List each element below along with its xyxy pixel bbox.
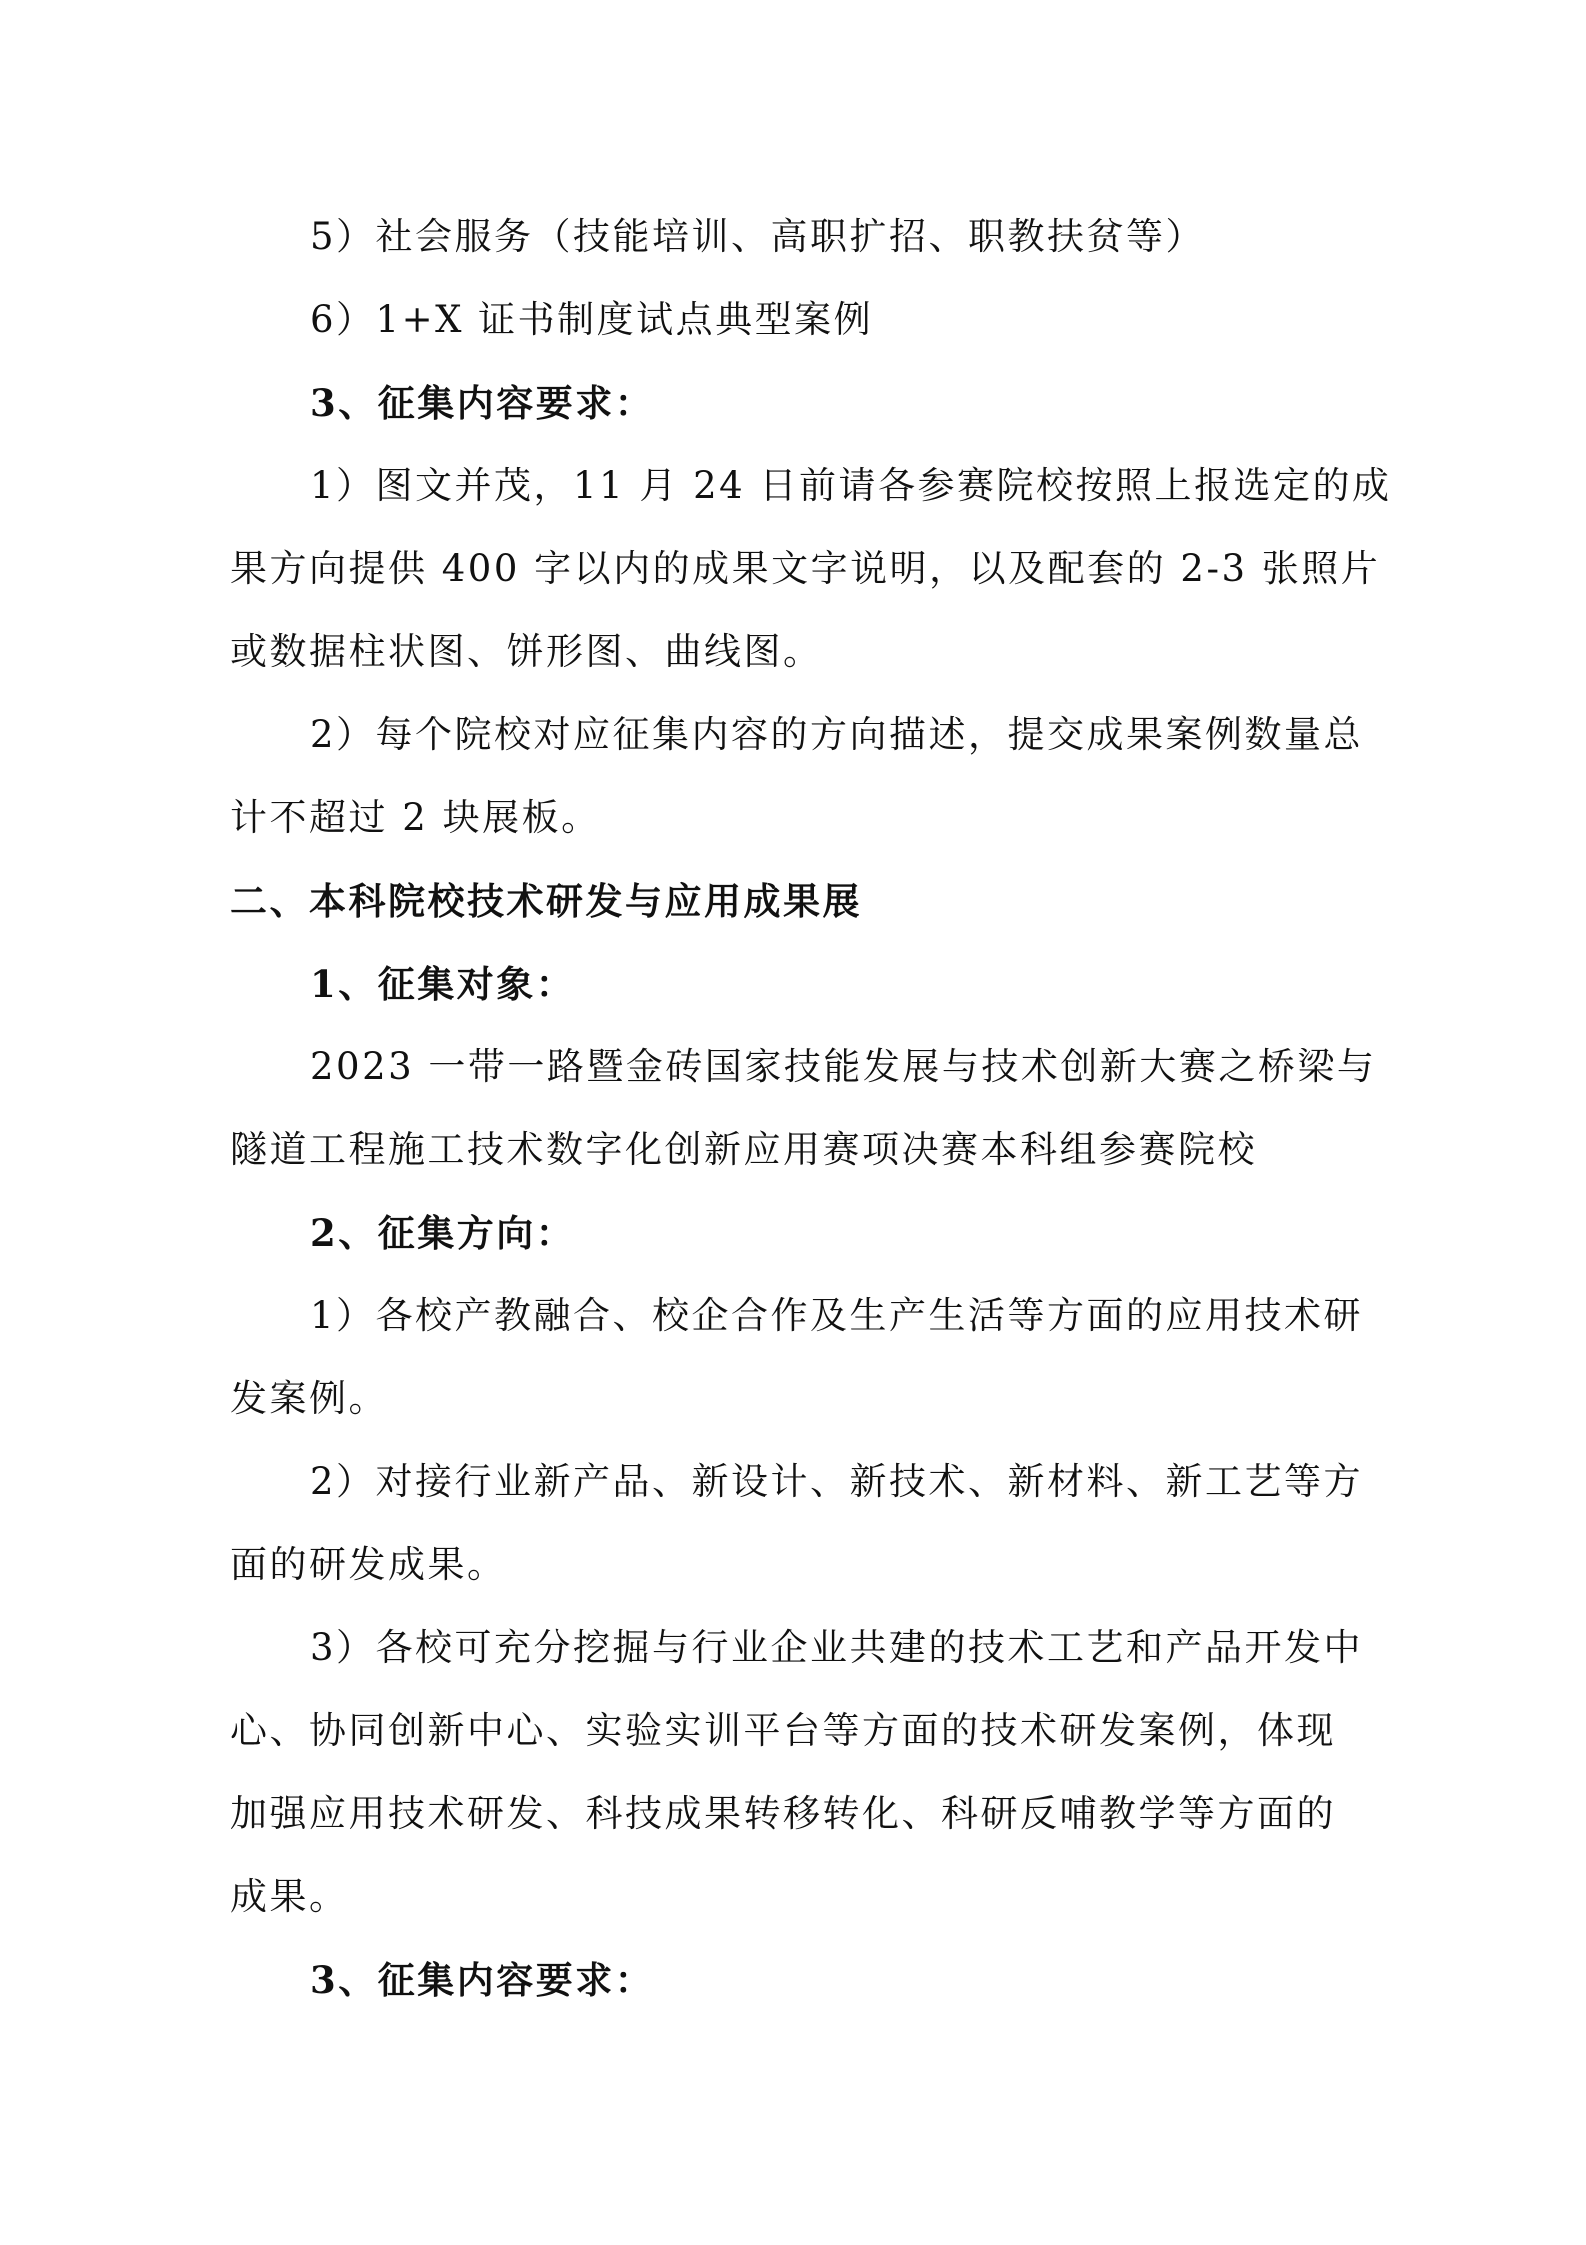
subheading-collection-direction: 2、征集方向： — [310, 1211, 576, 1255]
paragraph-line: 果方向提供 400 字以内的成果文字说明，以及配套的 2-3 张照片 — [230, 547, 1381, 590]
list-item-1x-certificate: 6）1+X 证书制度试点典型案例 — [310, 298, 874, 341]
paragraph-line: 成果。 — [230, 1875, 349, 1918]
paragraph-line: 2）对接行业新产品、新设计、新技术、新材料、新工艺等方 — [310, 1460, 1364, 1503]
paragraph-line: 隧道工程施工技术数字化创新应用赛项决赛本科组参赛院校 — [230, 1128, 1257, 1171]
paragraph-line: 2）每个院校对应征集内容的方向描述，提交成果案例数量总 — [310, 713, 1364, 756]
section-heading-undergraduate: 二、本科院校技术研发与应用成果展 — [230, 879, 862, 923]
paragraph-line: 计不超过 2 块展板。 — [230, 796, 601, 839]
subheading-content-requirements: 3、征集内容要求： — [310, 381, 655, 425]
paragraph-line: 发案例。 — [230, 1377, 388, 1420]
list-item-social-service: 5）社会服务（技能培训、高职扩招、职教扶贫等） — [310, 215, 1206, 258]
paragraph-line: 或数据柱状图、饼形图、曲线图。 — [230, 630, 823, 673]
subheading-collection-target: 1、征集对象： — [310, 962, 576, 1006]
subheading-content-requirements-2: 3、征集内容要求： — [310, 1958, 655, 2002]
paragraph-line: 加强应用技术研发、科技成果转移转化、科研反哺教学等方面的 — [230, 1792, 1336, 1835]
paragraph-line: 2023 一带一路暨金砖国家技能发展与技术创新大赛之桥梁与 — [310, 1045, 1377, 1088]
paragraph-line: 1）图文并茂，11 月 24 日前请各参赛院校按照上报选定的成 — [310, 464, 1392, 507]
paragraph-line: 心、协同创新中心、实验实训平台等方面的技术研发案例，体现 — [230, 1709, 1336, 1752]
paragraph-line: 3）各校可充分挖掘与行业企业共建的技术工艺和产品开发中 — [310, 1626, 1364, 1669]
paragraph-line: 1）各校产教融合、校企合作及生产生活等方面的应用技术研 — [310, 1294, 1364, 1337]
paragraph-line: 面的研发成果。 — [230, 1543, 507, 1586]
